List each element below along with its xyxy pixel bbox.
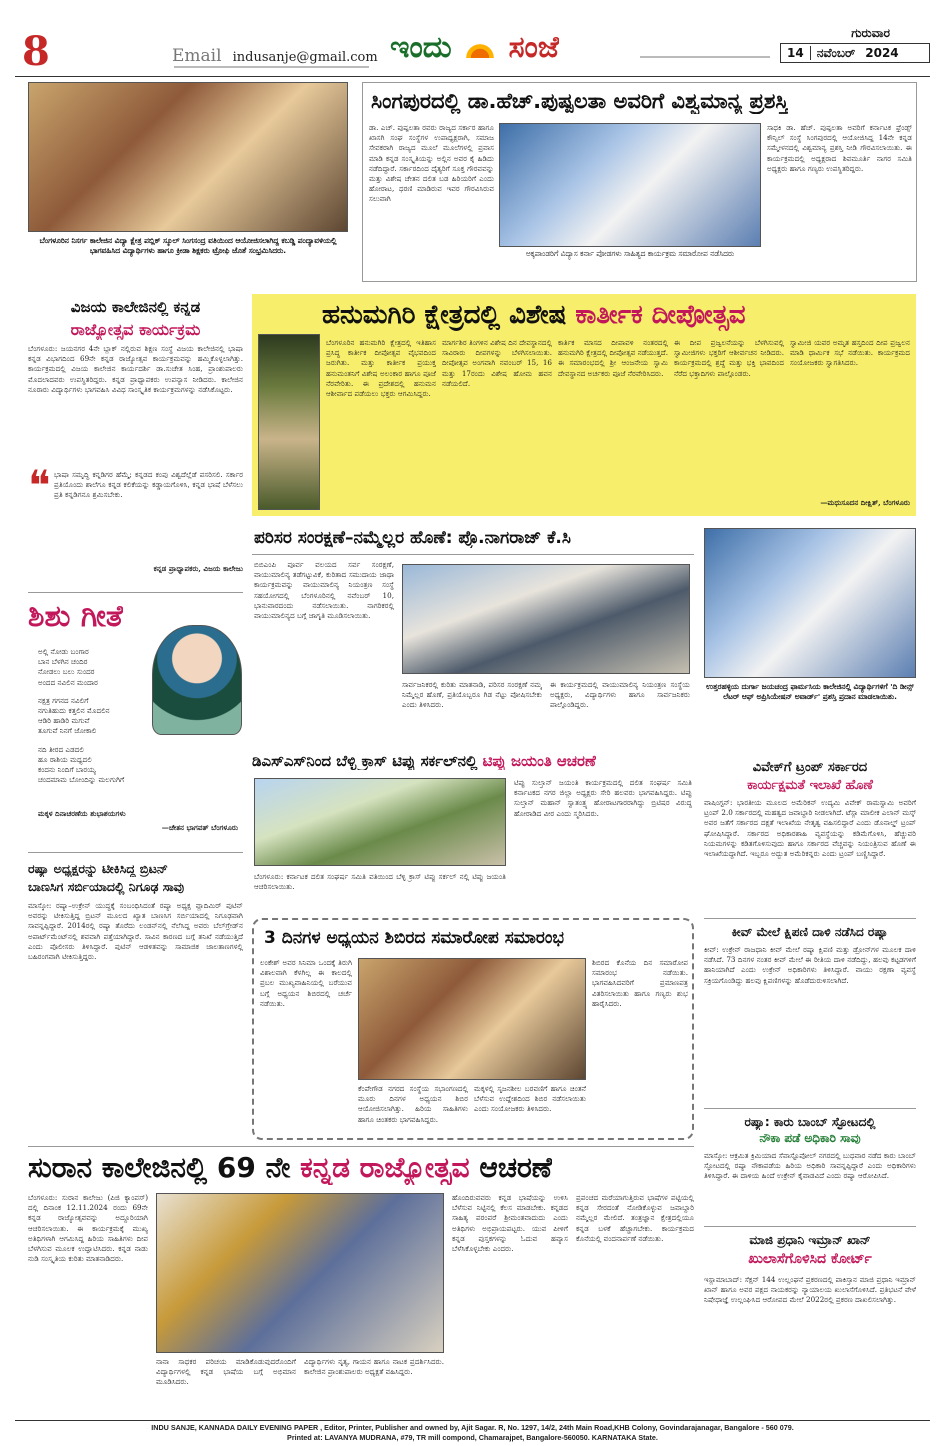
tippu-headline-a: ಡಿಎಸ್ಎಸ್‌ನಿಂದ ಬೆಳ್ಳಿ ಕ್ರಾಸ್ ಟಿಪ್ಪು ಸರ್ಕಲ್‌ನಲ್ಲಿ: [252, 752, 483, 770]
hanumagiri-col1: ಬೆಂಗಳೂರಿನ ಹನುಮಗಿರಿ ಕ್ಷೇತ್ರದಲ್ಲಿ ಇತಿಹಾಸ ಪ್ರಸಿದ್ಧ ಕಾರ್ತೀಕ ದೀಪೋತ್ಸವ ವೈಭವದಿಂದ ಜರುಗಿತು. ಮತ್ತು ಕಾರ್ತೀಕ ಪ್ರಯುಕ್ತ ಹನುಮಂತನಿಗೆ ವಿಶೇಷ ಅಲಂಕಾರ ಹಾಗೂ ಪೂಜೆ ನೆರವೇರಿತು. ಈ ಪ್ರದೇಶದಲ್ಲಿ ಹನುಮನ ಆಶೀರ್ವಾದ ಪಡೆಯಲು ಭಕ್ತರು ಆಗಮಿಸಿದ್ದರು.: [326, 338, 436, 399]
hanumagiri-story: [252, 294, 916, 516]
poem-line: ನಗುತಿಹುದು ಕತ್ತಲಿನ ಮೊದಲಿನ: [38, 706, 110, 716]
imran-body: ಇಸ್ಲಾಮಾಬಾದ್: ಸೆಕ್ಷನ್ 144 ಉಲ್ಲಂಘನೆ ಪ್ರಕರಣದಲ್ಲಿ ಪಾಕಿಸ್ತಾನ ಮಾಜಿ ಪ್ರಧಾನಿ ಇಮ್ರಾನ್ ಖಾನ್ ಹಾಗೂ ಅವರ ಪಕ್ಷದ ನಾಯಕರನ್ನು ನ್ಯಾಯಾಲಯ ಖುಲಾಸೆಗೊಳಿಸಿದೆ. ಪ್ರತಿಭಟನೆ ವೇಳೆ ನಿಷೇಧಾಜ್ಞೆ ಉಲ್ಲಂಘಿಸಿದ ಆರೋಪದ ಮೇಲೆ 2022ರಲ್ಲಿ ಪ್ರಕರಣ ದಾಖಲಿಸಲಾಗಿತ್ತು.: [704, 1275, 916, 1305]
footer-rule: [15, 1420, 930, 1421]
singapore-headline: ಸಿಂಗಪುರದಲ್ಲಿ ಡಾ.ಹೆಚ್.ಪುಷ್ಪಲತಾ ಅವರಿಗೆ ವಿಶ್ವಮಾನ್ಯ ಪ್ರಶಸ್ತಿ: [371, 89, 789, 113]
hanumagiri-col5: ಸ್ವಾಮೀಜಿ ಯವರ ಅಮೃತ ಹಸ್ತದಿಂದ ದೀಪ ಪ್ರಜ್ವಲನ ಮಾಡಿ ಧಾರ್ಮಿಕ ಸಭೆ ನಡೆಯಿತು. ಕಾರ್ಯಕ್ರಮದ ಸಂಯೋಜಕರು ಸ್ವಾಗತಿಸಿದರು.: [790, 338, 910, 368]
kyiv-body: ಕೀವ್: ಉಕ್ರೇನ್ ರಾಜಧಾನಿ ಕೀವ್ ಮೇಲೆ ರಷ್ಯಾ ಕ್ಷಿಪಣಿ ಮತ್ತು ಡ್ರೋನ್‌ಗಳ ಮೂಲಕ ದಾಳಿ ನಡೆಸಿದೆ. 73 ದಿನಗಳ ನಂತರ ಕೀವ್ ಮೇಲೆ ಈ ರೀತಿಯ ದಾಳಿ ನಡೆದಿದ್ದು, ಹಲವು ಕಟ್ಟಡಗಳಿಗೆ ಹಾನಿಯಾಗಿದೆ ಎಂದು ಉಕ್ರೇನ್ ಅಧಿಕಾರಿಗಳು ತಿಳಿಸಿದ್ದಾರೆ. ವಾಯು ರಕ್ಷಣಾ ವ್ಯವಸ್ಥೆ ಸಕ್ರಿಯಗೊಂಡಿದ್ದು ಹಲವು ಕ್ಷಿಪಣಿಗಳನ್ನು ಹೊಡೆದುರುಳಿಸಲಾಗಿದೆ.: [704, 945, 916, 985]
date-day: 14: [781, 46, 811, 60]
date-year: 2024: [865, 46, 899, 60]
hanuman-idol-photo: [258, 334, 320, 510]
masthead: [0, 0, 945, 76]
camp-col1: ಲಂಕೇಶ್ ಅವರ ಸಿನಿಮಾ ಒಂದಕ್ಕೆ ತಿರುಗಿ ವಿಶಾಲವಾಗಿ ಕೆಳಗಿಲ್ಲ ಈ ಕಾಲದಲ್ಲಿ ಪ್ರಬಲ ಮುಖ್ಯವಾಹಿನಿಯಲ್ಲಿ ಬರೆಯುವ ಬಗ್ಗೆ ಅಧ್ಯಯನ ಶಿಬಿರದಲ್ಲಿ ಚರ್ಚೆ ನಡೆಯಿತು.: [260, 958, 352, 1008]
title-right: ಸಂಜೆ: [508, 30, 560, 65]
tippu-headline-b: ಟಿಪ್ಪು ಜಯಂತಿ ಆಚರಣೆ: [482, 752, 596, 770]
surana-col1: ಬೆಂಗಳೂರು: ಸುರಾನ ಕಾಲೇಜು (ಪಿಜಿ ಕ್ಯಾಂಪಸ್) ದಲ್ಲಿ ದಿನಾಂಕ 12.11.2024 ರಂದು 69ನೇ ಕನ್ನಡ ರಾಜ್ಯೋತ್ಸವವನ್ನು ಅದ್ದೂರಿಯಾಗಿ ಆಚರಿಸಲಾಯಿತು. ಈ ಕಾರ್ಯಕ್ರಮಕ್ಕೆ ಮುಖ್ಯ ಅತಿಥಿಗಳಾಗಿ ಆಗಮಿಸಿದ್ದ ಹಿರಿಯ ಸಾಹಿತಿಗಳು ದೀಪ ಬೆಳಗಿಸುವ ಮೂಲಕ ಉದ್ಘಾಟಿಸಿದರು. ಕನ್ನಡ ನಾಡು ನುಡಿ ಸಂಸ್ಕೃತಿಯ ಕುರಿತು ಮಾತನಾಡಿದರು.: [28, 1193, 148, 1264]
environment-col2: ಸಾರ್ವಜನಿಕರಲ್ಲಿ ಕುರಿತು ಮಾತನಾಡಿ, ಪರಿಸರ ಸಂರಕ್ಷಣೆ ನಮ್ಮ ನಿಮ್ಮೆಲ್ಲರ ಹೊಣೆ, ಪ್ರತಿಯೊಬ್ಬರೂ ಗಿಡ ನೆಟ್ಟು ಪೋಷಿಸಬೇಕು ಎಂದು ತಿಳಿಸಿದರು.: [402, 680, 542, 710]
vijaya-story: [28, 294, 243, 584]
britain-story: [28, 852, 243, 1140]
hanumagiri-headline: [322, 300, 746, 331]
deans-story: [704, 524, 916, 746]
navy-headline-2: ನೌಕಾ ಪಡೆ ಅಧಿಕಾರಿ ಸಾವು: [759, 1131, 861, 1145]
shishu-story: [28, 592, 243, 847]
hanumagiri-headline-a: ಹನುಮಗಿರಿ ಕ್ಷೇತ್ರದಲ್ಲಿ ವಿಶೇಷ: [322, 300, 576, 330]
date-block: [780, 26, 930, 63]
trump-headline-1: ವಿವೇಕ್‌ಗೆ ಟ್ರಂಪ್ ಸರ್ಕಾರದ: [752, 760, 868, 775]
shishu-poem: [38, 647, 158, 785]
camp-col2: ಕೆಂಪೇಗೌಡ ನಗರದ ಸಂಸ್ಥೆಯ ಸಭಾಂಗಣದಲ್ಲಿ ಮೂರು ದಿನಗಳ ಅಧ್ಯಯನ ಶಿಬಿರ ಆಯೋಜಿಸಲಾಗಿತ್ತು. ಹಿರಿಯ ಸಾಹಿತಿಗಳು ಹಾಗೂ ಚಿಂತಕರು ಭಾಗವಹಿಸಿದ್ದರು.: [358, 1084, 468, 1124]
poem-line: [38, 688, 158, 696]
sun-logo-icon: [466, 40, 494, 58]
imran-headline-1: ಮಾಜಿ ಪ್ರಧಾನಿ ಇಮ್ರಾನ್ ಖಾನ್: [749, 1233, 871, 1247]
camp-photo: [358, 958, 586, 1080]
hanumagiri-byline: —ಮಧುಸೂದನ ದೀಕ್ಷಿತ್, ಬೆಂಗಳೂರು: [820, 498, 910, 507]
navy-headline-1: ರಷ್ಯಾ: ಕಾರು ಬಾಂಬ್ ಸ್ಫೋಟದಲ್ಲಿ: [744, 1115, 876, 1129]
vijaya-headline-2: ರಾಜ್ಯೋತ್ಸವ ಕಾರ್ಯಕ್ರಮ: [70, 320, 201, 339]
camp-headline: 3 ದಿನಗಳ ಅಧ್ಯಯನ ಶಿಬಿರದ ಸಮಾರೋಪ ಸಮಾರಂಭ: [264, 928, 565, 948]
poem-line: ನಕ್ಷತ್ರ ಗಗನದ ನವಿಲಿಗೆ: [38, 695, 89, 705]
poem-line: ನದಿ ತೀರದ ಎಡದಲಿ: [38, 744, 84, 754]
surana-headline-c: ಆಚರಣೆ: [469, 1151, 553, 1184]
vijaya-headline-1-text: ವಿಜಯ ಕಾಲೇಜಿನಲ್ಲಿ ಕನ್ನಡ: [70, 298, 201, 316]
deans-caption: ಉತ್ತರಹಳ್ಳಿಯ ದುರ್ಗಾ ಜಯಚಂದ್ರ ಫಾರ್ಮಸಿಯ ಕಾಲೇಜಿನಲ್ಲಿ ವಿದ್ಯಾರ್ಥಿಗಳಿಗೆ 'ದಿ ಡೀನ್ಸ್ ಲೆಟರ್ ಆಫ್ ಅಪ್ರಿಸಿಯೇಷನ್ ಅವಾರ್ಡ್' ಪ್ರಶಸ್ತಿ ಪ್ರದಾನ ಮಾಡಲಾಯಿತು.: [706, 682, 914, 701]
poem-line: ಆಡಿರಿ ಹಾಡಿರಿ ಮಗುವೆ: [38, 716, 90, 726]
imran-story: [704, 1226, 916, 1418]
poem-line: [38, 737, 158, 745]
poem-line: ಅಂದದ ನವಿಲಿನ ಮಂದಾರ: [38, 677, 98, 687]
shishu-byline: —ಚೇತನ ಭಾಗವತ್ ಬೆಂಗಳೂರು: [161, 823, 238, 832]
vijaya-quote: ಭಾಷಾ ಸಮೃದ್ಧಿ ಕನ್ನಡಿಗರ ಹೆಮ್ಮೆ; ಕನ್ನಡದ ಕಂಪು ವಿಶ್ವದೆಲ್ಲೆಡೆ ಪಸರಿಸಲಿ. ಸರ್ಕಾರ ಪ್ರತಿಯೊಂದು ಶಾಲೆಗೂ ಕನ್ನಡ ಕಲಿಕೆಯನ್ನು ಕಡ್ಡಾಯಗೊಳಿಸಿ, ಕನ್ನಡ ಭಾಷೆ ಬೆಳೆಸಲು ಪ್ರತಿ ಕನ್ನಡಿಗನೂ ಶ್ರಮಿಸಬೇಕು.: [54, 470, 243, 500]
poem-line: ಅಲ್ಲಿ ನೋಡು ಬಂಗಾರ: [38, 647, 89, 656]
page-number: 8: [22, 28, 50, 75]
singapore-story: [362, 82, 917, 282]
poem-line: ಚಂದಮಾಮ ಬೋಂದಿನ್ನು ಮಲಗುಗಿಗೆ: [38, 775, 125, 785]
newspaper-title: [390, 30, 559, 65]
singapore-col3: ಸಾಧಕಿ ಡಾ. ಹೆಚ್. ಪುಷ್ಪಲತಾ ಅವರಿಗೆ ಕರ್ನಾಟಕ ಫ್ರೆಂಡ್ಸ್ ಕೌನ್ಸಿಲ್ ಸಂಸ್ಥೆ ಸಿಂಗಪುರದಲ್ಲಿ ಆಯೋಜಿಸಿದ್ದ 14ನೇ ಕನ್ನಡ ಸಮ್ಮೇಳನದಲ್ಲಿ ವಿಶ್ವಮಾನ್ಯ ಪ್ರಶಸ್ತಿ ನೀಡಿ ಗೌರವಿಸಲಾಯಿತು. ಈ ಕಾರ್ಯಕ್ರಮದಲ್ಲಿ ಅಧ್ಯಕ್ಷರಾದ ಶಿವಮೂರ್ತಿ ನಾಗರ ಸಮಿತಿ ಅಧ್ಯಕ್ಷರು ಹಾಗೂ ಗಣ್ಯರು ಉಪಸ್ಥಿತರಿದ್ದರು.: [767, 123, 912, 173]
shishu-headline: ಶಿಶು ಗೀತೆ: [28, 599, 124, 634]
kyiv-story: [704, 918, 916, 1118]
poem-line: ನೋಡಲು ಬಲು ಸುಂದರ: [38, 667, 95, 677]
surana-col5: ಪ್ರಪಂಚದ ಮರೆಯಾಗುತ್ತಿರುವ ಭಾಷೆಗಳ ಪಟ್ಟಿಯಲ್ಲಿ ಕನ್ನಡ ಸೇರದಂತೆ ನೋಡಿಕೊಳ್ಳುವ ಜವಾಬ್ದಾರಿ ನಮ್ಮೆಲ್ಲರ ಮೇಲಿದೆ. ತಂತ್ರಜ್ಞಾನ ಕ್ಷೇತ್ರದಲ್ಲಿಯೂ ಕನ್ನಡ ಬಳಕೆ ಹೆಚ್ಚಾಗಬೇಕು. ಕಾರ್ಯಕ್ರಮದ ಕೊನೆಯಲ್ಲಿ ವಂದನಾರ್ಪಣೆ ನಡೆಯಿತು.: [576, 1193, 694, 1243]
trump-story: [704, 752, 916, 912]
poem-line: ಹೂ ರಾಶಿಯ ಮಧ್ಯದಲಿ: [38, 754, 92, 764]
environment-headline: ಪರಿಸರ ಸಂರಕ್ಷಣೆ–ನಮ್ಮೆಲ್ಲರ ಹೊಣೆ: ಪ್ರೊ.ನಾಗರಾಜ್ ಕೆ.ಸಿ: [254, 528, 571, 548]
tippu-photo-caption: ಬೆಂಗಳೂರು: ಕರ್ನಾಟಕ ದಲಿತ ಸಂಘರ್ಷ ಸಮಿತಿ ವತಿಯಿಂದ ಬೆಳ್ಳಿ ಕ್ರಾಸ್ ಟಿಪ್ಪು ಸರ್ಕಲ್ ನಲ್ಲಿ ಟಿಪ್ಪು ಜಯಂತಿ ಆಚರಿಸಲಾಯಿತು.: [254, 872, 506, 892]
date-box: [780, 43, 930, 63]
surana-col3: ವಿದ್ಯಾರ್ಥಿಗಳು ನೃತ್ಯ, ಗಾಯನ ಹಾಗೂ ನಾಟಕ ಪ್ರದರ್ಶಿಸಿದರು. ಕಾಲೇಜಿನ ಪ್ರಾಂಶುಪಾಲರು ಅಧ್ಯಕ್ಷತೆ ವಹಿಸಿದ್ದರು.: [304, 1357, 444, 1377]
environment-rule: [252, 554, 694, 555]
tippu-headline: [252, 752, 596, 770]
surana-col4: ಹೊಂದಿರುವವರು ಕನ್ನಡ ಭಾಷೆಯನ್ನು ಉಳಿಸಿ ಬೆಳೆಸುವ ನಿಟ್ಟಿನಲ್ಲಿ ಕೆಲಸ ಮಾಡಬೇಕು. ಕನ್ನಡದ ಸಾಹಿತ್ಯ ಪರಂಪರೆ ಶ್ರೀಮಂತವಾದುದು ಎಂದು ಅತಿಥಿಗಳು ಅಭಿಪ್ರಾಯಪಟ್ಟರು. ಯುವ ಪೀಳಿಗೆ ಕನ್ನಡ ಪುಸ್ತಕಗಳನ್ನು ಓದುವ ಹವ್ಯಾಸ ಬೆಳೆಸಿಕೊಳ್ಳಬೇಕು ಎಂದರು.: [452, 1193, 568, 1254]
weekday: ಗುರುವಾರ: [851, 26, 890, 40]
environment-story: [252, 524, 694, 746]
poem-line: ತೂಗುವೆ ನಿನಗೆ ಜೋಕಾಲಿ: [38, 726, 97, 736]
surana-story: [28, 1146, 694, 1418]
tippu-body: ಟಿಪ್ಪು ಸುಲ್ತಾನ್ ಜಯಂತಿ ಕಾರ್ಯಕ್ರಮದಲ್ಲಿ ದಲಿತ ಸಂಘರ್ಷ ಸಮಿತಿ ಕರ್ನಾಟಕದ ನಗರ ಜಿಲ್ಲಾ ಅಧ್ಯಕ್ಷರು ಸೇರಿ ಹಲವರು ಭಾಗವಹಿಸಿದ್ದರು. ಟಿಪ್ಪು ಸುಲ್ತಾನ್ ಮಹಾನ್ ಸ್ವಾತಂತ್ರ್ಯ ಹೋರಾಟಗಾರರಾಗಿದ್ದು ಬ್ರಿಟಿಷರ ವಿರುದ್ಧ ಹೋರಾಡಿದ ವೀರ ಎಂದು ಸ್ಮರಿಸಿದರು.: [514, 778, 692, 818]
camp-col4: ಶಿಬಿರದ ಕೊನೆಯ ದಿನ ಸಮಾರೋಪ ಸಮಾರಂಭ ನಡೆಯಿತು. ಭಾಗವಹಿಸಿದವರಿಗೆ ಪ್ರಮಾಣಪತ್ರ ವಿತರಿಸಲಾಯಿತು ಹಾಗೂ ಗಣ್ಯರು ಶುಭ ಹಾರೈಸಿದರು.: [592, 958, 688, 1008]
singapore-photo: [499, 123, 761, 247]
sports-photo: [28, 82, 348, 232]
sports-photo-caption: ಬೆಂಗಳೂರಿನ ನಿಸರ್ಗ ಕಾಲೇಜಿನ ವಿದ್ಯಾ ಕ್ಷೇತ್ರ ಪಬ್ಲಿಕ್ ಸ್ಕೂಲ್ ಸಿಂಗಸಂದ್ರ ವತಿಯಿಂದ ಆಯೋಜಿಸಲಾಗಿದ್ದ ಕಬಡ್ಡಿ ಪಂದ್ಯಾವಳಿಯಲ್ಲಿ ಭಾಗವಹಿಸಿದ ವಿದ್ಯಾರ್ಥಿಗಳು ಹಾಗೂ ಕ್ರೀಡಾ ಶಿಕ್ಷಕರು ಟ್ರೋಫಿ ಜೊತೆ ಸಂಭ್ರಮಿಸಿದರು.: [39, 236, 337, 255]
hanumagiri-col2: ಮಾರ್ಗಶಿರ ತಿಂಗಳಿನ ವಿಶೇಷ ದಿನ ದೇವಸ್ಥಾನದಲ್ಲಿ ಸಾವಿರಾರು ದೀಪಗಳನ್ನು ಬೆಳಗಿಸಲಾಯಿತು. ದೀಪೋತ್ಸವ ಅಂಗವಾಗಿ ನವಂಬರ್ 15, 16 ಮತ್ತು 17ರಂದು ವಿಶೇಷ ಹೋಮ ಹವನ ನಡೆಯಲಿದೆ.: [442, 338, 552, 388]
imran-headline-2: ಖುಲಾಸೆಗೊಳಿಸಿದ ಕೋರ್ಟ್: [748, 1251, 872, 1267]
surana-photo: [156, 1193, 444, 1353]
britain-headline-1: ರಷ್ಯಾ ಅಧ್ಯಕ್ಷರನ್ನು ಟೀಕಿಸಿದ್ದ ಬ್ರಿಟನ್: [28, 861, 168, 876]
hanumagiri-col3: ಕಾರ್ತಿಕ ಮಾಸದ ದೀಪಾವಳಿ ನಂತರದಲ್ಲಿ ಹನುಮಗಿರಿ ಕ್ಷೇತ್ರದಲ್ಲಿ ದೀಪೋತ್ಸವ ನಡೆಯುತ್ತದೆ. ಈ ಸಮಾರಂಭದಲ್ಲಿ ಶ್ರೀ ಆಂಜನೇಯ ಸ್ವಾಮಿ ದೇವಸ್ಥಾನದ ಅರ್ಚಕರು ಪೂಜೆ ನೆರವೇರಿಸಿದರು.: [558, 338, 668, 378]
date-month: ನವೆಂಬರ್: [816, 45, 856, 60]
footer-line-1: INDU SANJE, KANNADA DAILY EVENING PAPER , Editor, Printer, Publisher and owned by, Ajit Sagar. R, No. 1297, 14/2, 24th Main Road,KHB Colony, Govindarajanagar, Bangalore - 560 079.: [151, 1423, 794, 1432]
email-address[interactable]: indusanje@gmail.com: [232, 50, 378, 65]
baby-peacock-photo: [152, 625, 242, 735]
masthead-bottom-rule: [15, 76, 930, 77]
quote-mark-icon: ❝: [28, 461, 51, 510]
title-left: ಇಂದು: [390, 30, 452, 65]
email-label: Email: [172, 46, 222, 66]
vijaya-body: ಬೆಂಗಳೂರು: ಜಯನಗರ 4ನೇ ಬ್ಲಾಕ್ ನಲ್ಲಿರುವ ಶಿಕ್ಷಣ ಸಂಸ್ಥೆ ವಿಜಯ ಕಾಲೇಜಿನಲ್ಲಿ ಭಾಷಾ ಕನ್ನಡ ವಿಭಾಗದಿಂದ 69ನೇ ಕನ್ನಡ ರಾಜ್ಯೋತ್ಸವ ಕಾರ್ಯಕ್ರಮವನ್ನು ಹಮ್ಮಿಕೊಳ್ಳಲಾಗಿತ್ತು. ಕಾರ್ಯಕ್ರಮದಲ್ಲಿ ವಿಜಯ ಕಾಲೇಜಿನ ಕಾರ್ಯದರ್ಶಿ ಡಾ.ಸುಚೇತ ಸಿಂಹ, ಪ್ರಾಂಶುಪಾಲರು ಮೊದಲಾದವರು ಉಪಸ್ಥಿತರಿದ್ದರು. ಕನ್ನಡ ಪ್ರಾಧ್ಯಾಪಕರು ಉಪನ್ಯಾಸ ನೀಡಿದರು. ಕಾಲೇಜಿನ ನೂರಾರು ವಿದ್ಯಾರ್ಥಿಗಳು ಭಾಗವಹಿಸಿ ವಿವಿಧ ಸಾಂಸ್ಕೃತಿಕ ಕಾರ್ಯಕ್ರಮಗಳನ್ನು ನಡೆಸಿಕೊಟ್ಟರು.: [28, 344, 243, 394]
deans-photo: [704, 528, 916, 678]
footer-line-2: Printed at: LAVANYA MUDRANA, #79, TR mill compond, Chamarajpet, Bangalore-560050. KARNATAKA State.: [287, 1433, 658, 1442]
vijaya-headline-1: [28, 298, 243, 316]
britain-body: ಮಾಸ್ಕೋ: ರಷ್ಯಾ–ಉಕ್ರೇನ್ ಯುದ್ಧಕ್ಕೆ ಸಂಬಂಧಿಸಿದಂತೆ ರಷ್ಯಾ ಅಧ್ಯಕ್ಷ ವ್ಲಾದಿಮಿರ್ ಪುಟಿನ್ ಅವರನ್ನು ಟೀಕಿಸುತ್ತಿದ್ದ ಬ್ರಿಟನ್ ಮೂಲದ ಖ್ಯಾತ ಬಾಣಸಿಗ ಸರ್ಬಿಯಾದಲ್ಲಿ ನಿಗೂಢವಾಗಿ ಸಾವನ್ನಪ್ಪಿದ್ದಾರೆ. 2014ರಲ್ಲಿ ರಷ್ಯಾ ತೊರೆದು ಲಂಡನ್‌ನಲ್ಲಿ ನೆಲೆಸಿದ್ದ ಅವರು ಬೆಲ್‌ಗ್ರೇಡ್‌ನ ಅಪಾರ್ಟ್‌ಮೆಂಟ್‌ನಲ್ಲಿ ಶವವಾಗಿ ಪತ್ತೆಯಾಗಿದ್ದಾರೆ. ಸಾವಿನ ಕಾರಣದ ಬಗ್ಗೆ ತನಿಖೆ ನಡೆಯುತ್ತಿದೆ ಎಂದು ಪೊಲೀಸರು ತಿಳಿಸಿದ್ದಾರೆ. ಪುಟಿನ್ ಆಡಳಿತವನ್ನು ಸಾಮಾಜಿಕ ಜಾಲತಾಣಗಳಲ್ಲಿ ಬಹಿರಂಗವಾಗಿ ಟೀಕಿಸುತ್ತಿದ್ದರು.: [28, 901, 243, 962]
masthead-rule-right: [640, 56, 770, 58]
environment-col3: ಈ ಕಾರ್ಯಕ್ರಮದಲ್ಲಿ ವಾಯುಮಾಲಿನ್ಯ ನಿಯಂತ್ರಣ ಸಂಸ್ಥೆಯ ಅಧ್ಯಕ್ಷರು, ವಿದ್ಯಾರ್ಥಿಗಳು ಹಾಗೂ ಸಾರ್ವಜನಿಕರು ಪಾಲ್ಗೊಂಡಿದ್ದರು.: [550, 680, 690, 710]
hanumagiri-col4: ಈ ದೀಪ ಪ್ರಜ್ವಲನೆಯನ್ನು ಬೆಳಗಿಸುವಲ್ಲಿ ಸ್ವಾಮೀಜಿಗಳು ಭಕ್ತರಿಗೆ ಆಶೀರ್ವಚನ ನೀಡಿದರು. ಕಾರ್ಯಕ್ರಮದಲ್ಲಿ ಶ್ರದ್ಧೆ ಮತ್ತು ಭಕ್ತಿ ಭಾವದಿಂದ ನೆರೆದ ಭಕ್ತಾದಿಗಳು ಪಾಲ್ಗೊಂಡರು.: [674, 338, 784, 378]
poem-line: ಬಾನ ಬೆಳಗಿನ ಚಂದಿರ: [38, 657, 88, 667]
environment-col1: ಬಿಬಿಎಂಪಿ ಪೂರ್ವ ವಲಯದ ಸರ್ವ ಸಂರಕ್ಷಣೆ, ವಾಯುಮಾಲಿನ್ಯ ತಡೆಗಟ್ಟುವಿಕೆ, ಕುರಿತಾದ ಸಮುದಾಯ ಜಾಥಾ ಕಾರ್ಯಕ್ರಮವನ್ನು ವಾಯುಮಾಲಿನ್ಯ ನಿಯಂತ್ರಣ ಸಂಸ್ಥೆ ಸಹಯೋಗದಲ್ಲಿ ಬೆಂಗಳೂರಿನಲ್ಲಿ ನವೆಂಬರ್ 10, ಭಾನುವಾರದಂದು ನಡೆಸಲಾಯಿತು. ನಾಗರಿಕರಲ್ಲಿ ವಾಯುಮಾಲಿನ್ಯದ ಬಗ್ಗೆ ಜಾಗೃತಿ ಮೂಡಿಸಲಾಯಿತು.: [254, 560, 394, 621]
environment-photo: [402, 564, 690, 674]
kyiv-headline: ಕೀವ್ ಮೇಲೆ ಕ್ಷಿಪಣಿ ದಾಳಿ ನಡೆಸಿದ ರಷ್ಯಾ: [731, 925, 889, 939]
navy-story: [704, 1108, 916, 1222]
masthead-rule: [174, 66, 369, 68]
trump-body: ವಾಷಿಂಗ್ಟನ್: ಭಾರತೀಯ ಮೂಲದ ಅಮೆರಿಕನ್ ಉದ್ಯಮಿ ವಿವೇಕ್ ರಾಮಸ್ವಾಮಿ ಅವರಿಗೆ ಟ್ರಂಪ್ 2.0 ಸರ್ಕಾರದಲ್ಲಿ ಮಹತ್ವದ ಜವಾಬ್ದಾರಿ ನೀಡಲಾಗಿದೆ. ಟೆಸ್ಲಾ ಮಾಲೀಕ ಎಲಾನ್ ಮಸ್ಕ್ ಅವರ ಜತೆಗೆ ಸರ್ಕಾರದ ದಕ್ಷತೆ ಇಲಾಖೆಯ ನೇತೃತ್ವ ವಹಿಸಲಿದ್ದಾರೆ ಎಂದು ಡೊನಾಲ್ಡ್ ಟ್ರಂಪ್ ಘೋಷಿಸಿದ್ದಾರೆ. ಸರ್ಕಾರದ ಅಧಿಕಾರಶಾಹಿ ವ್ಯವಸ್ಥೆಯನ್ನು ಕಡಿಮೆಗೊಳಿಸಿ, ಹೆಚ್ಚುವರಿ ನಿಯಮಗಳನ್ನು ಕಡಿತಗೊಳಿಸುವುದು ಹಾಗೂ ಸರ್ಕಾರದ ವೆಚ್ಚವನ್ನು ನಿಯಂತ್ರಿಸುವ ಹೊಣೆ ಈ ಇಲಾಖೆಯದ್ದಾಗಿದೆ. ಇಬ್ಬರೂ ಅದ್ಭುತ ಅಮೆರಿಕನ್ನರು ಎಂದು ಟ್ರಂಪ್ ಬಣ್ಣಿಸಿದ್ದಾರೆ.: [704, 798, 916, 859]
singapore-col1: ಡಾ. ಎಚ್. ಪುಷ್ಪಲತಾ ರವರು ರಾಜ್ಯದ ಸರ್ಕಾರ ಹಾಗೂ ಖಾಸಗಿ ಸಂಘ ಸಂಸ್ಥೆಗಳ ಉಪಾಧ್ಯಕ್ಷರಾಗಿ, ಸಮಾಜ ಸೇವಕರಾಗಿ ರಾಜ್ಯದ ಮೂಲೆ ಮೂಲೆಗಳಲ್ಲಿ ಪ್ರವಾಸ ಮಾಡಿ ಕನ್ನಡ ಸಂಸ್ಕೃತಿಯನ್ನು ಅಲ್ಲಿನ ಅವರ ಕೈ ಹಿಡಿದು ನಡೆದಿದ್ದಾರೆ. ಸರ್ಕಾರದಿಂದ ದೈತ್ಯರಿಗೆ ಸೂಕ್ತ ಗೌರವವನ್ನು ಮತ್ತು ವಿಶೇಷ ಚೇತನ ದಲಿತ ಬಡ ಹಿರಿಯರಿಗೆ ಎಂದು ಹೋರಾಟ, ಧರಣಿ ಮಾಡಿರುವ ಇವರ ಗೌರವಿಸಿರುವ ಸಲುವಾಗಿ: [369, 123, 494, 204]
camp-story: [252, 918, 694, 1140]
camp-col3: ಮಕ್ಕಳಲ್ಲಿ ಸೃಜನಶೀಲ ಬರವಣಿಗೆ ಹಾಗೂ ಚಿಂತನೆ ಬೆಳೆಸುವ ಉದ್ದೇಶದಿಂದ ಶಿಬಿರ ನಡೆಸಲಾಯಿತು ಎಂದು ಸಂಯೋಜಕರು ತಿಳಿಸಿದರು.: [474, 1084, 586, 1114]
hanumagiri-headline-b: ಕಾರ್ತೀಕ ದೀಪೋತ್ಸವ: [575, 300, 746, 330]
surana-headline-a: ಸುರಾನ ಕಾಲೇಜಿನಲ್ಲಿ 69 ನೇ: [28, 1151, 301, 1184]
surana-headline: [28, 1151, 552, 1185]
footer: [15, 1423, 930, 1445]
poem-line: ಕಂದನು ನಿಂದಿಗೆ ಬಾರಯ್ಯ: [38, 765, 96, 775]
tippu-story: [252, 752, 694, 912]
navy-body: ಮಾಸ್ಕೋ: ಆಕ್ರಮಿತ ಕ್ರಿಮಿಯಾದ ಸೆವಾಸ್ಟೊಪೋಲ್ ನಗರದಲ್ಲಿ ಬುಧವಾರ ನಡೆದ ಕಾರು ಬಾಂಬ್ ಸ್ಫೋಟದಲ್ಲಿ ರಷ್ಯಾ ನೌಕಾಪಡೆಯ ಹಿರಿಯ ಅಧಿಕಾರಿ ಸಾವನ್ನಪ್ಪಿದ್ದಾರೆ ಎಂದು ಅಧಿಕಾರಿಗಳು ತಿಳಿಸಿದ್ದಾರೆ. ಈ ದಾಳಿಯ ಹಿಂದೆ ಉಕ್ರೇನ್ ಕೈವಾಡವಿದೆ ಎಂದು ರಷ್ಯಾ ಆರೋಪಿಸಿದೆ.: [704, 1151, 916, 1181]
trump-headline-2: ಕಾರ್ಯಕ್ಷಮತೆ ಇಲಾಖೆ ಹೊಣೆ: [747, 778, 873, 793]
email-block: [172, 46, 378, 66]
singapore-photo-caption: ಅಕ್ಕಪಾಂಡರಿಗೆ ವಿದ್ಯಾಸ ಕರ್ನಾ ಪೋಡಗಳು ಸಾಹಿತ್ಯದ ಕಾರ್ಯಕ್ರಮ ಸಮಾರೋಪ ನಡೆಸಿದರು: [525, 249, 735, 258]
tippu-photo: [254, 778, 506, 866]
britain-headline-2: ಬಾಣಸಿಗ ಸರ್ಬಿಯಾದಲ್ಲಿ ನಿಗೂಢ ಸಾವು: [28, 879, 184, 894]
surana-headline-b: ಕನ್ನಡ ರಾಜ್ಯೋತ್ಸವ: [300, 1151, 470, 1184]
vijaya-quote-author: ಕನ್ನಡ ಪ್ರಾಧ್ಯಾಪಕರು, ವಿಜಯ ಕಾಲೇಜು: [153, 564, 243, 573]
surana-col2: ನಾನಾ ಸಾಧಕರ ಪರಿಚಯ ಮಾಡಿಕೊಡುವುದರೊಂದಿಗೆ ವಿದ್ಯಾರ್ಥಿಗಳಲ್ಲಿ ಕನ್ನಡ ಭಾಷೆಯ ಬಗ್ಗೆ ಅಭಿಮಾನ ಮೂಡಿಸಿದರು.: [156, 1357, 296, 1387]
shishu-footer: ಮಕ್ಕಳ ದಿನಾಚರಣೆಯ ಶುಭಾಶಯಗಳು: [38, 809, 126, 818]
